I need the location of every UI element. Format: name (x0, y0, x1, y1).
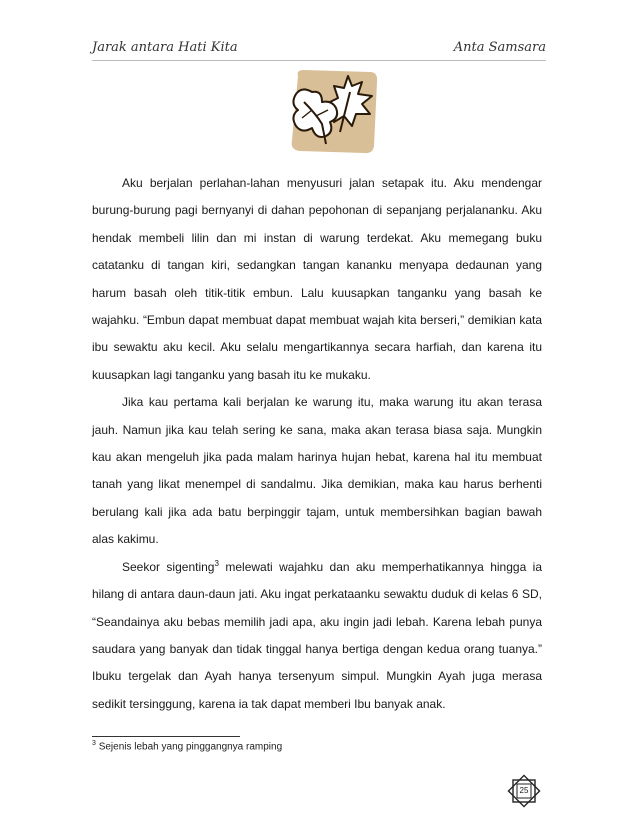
page-number: 25 (519, 786, 529, 795)
running-header (92, 40, 546, 60)
footnote-reference[interactable]: 3 (214, 558, 219, 568)
autumn-leaves-icon (282, 66, 382, 156)
footnote-number: 3 (92, 740, 96, 747)
book-title: Jarak antara Hati Kita (92, 40, 238, 55)
paragraph-3 (92, 554, 542, 718)
footnote-divider (92, 736, 240, 737)
paragraph-2: Jika kau pertama kali berjalan ke warung itu, maka warung itu akan terasa jauh. Namun jika kau telah sering ke sana, maka akan terasa biasa saja. Mungkin kau akan mengeluh jika pada malam harinya hujan hebat, karena hal itu membuat tanah yang likat menempel di sandalmu. Jika demikian, maka kau harus berhenti berulang kali jika ada batu berpinggir tajam, untuk membersihkan bagian bawah alas kakimu. (92, 395, 542, 547)
paragraph-1: Aku berjalan perlahan-lahan menyusuri jalan setapak itu. Aku mendengar burung-burung pagi bernyanyi di dahan pepohonan di sepanjang perjalananku. Aku hendak membeli lilin dan mi instan di warung terdekat. Aku memegang buku catatanku di tangan kiri, sedangkan tangan kananku menyapa dedaunan yang harum basah oleh titik-titik embun. Lalu kuusapkan tanganku yang basah ke wajahku. “Embun dapat membuat dapat membuat wajah kita berseri,” demikian kata ibu sewaktu aku kecil. Aku selalu mengartikannya secara harfiah, dan karena itu kuusapkan lagi tanganku yang basah itu ke mukaku. (92, 176, 542, 382)
footnote (92, 740, 282, 752)
header-divider (92, 60, 546, 61)
author-name: Anta Samsara (453, 40, 546, 55)
paragraph-3-start: Seekor sigenting (122, 559, 215, 574)
chapter-body (92, 170, 542, 718)
paragraph-3-rest: melewati wajahku dan aku memperhatikannya hingga ia hilang di antara daun-daun jati. Aku ingat perkataanku sewaktu duduk di kelas 6 SD, “Seandainya aku bebas memilih jadi apa, aku ingin jadi lebah. Karena lebah punya saudara yang banyak dan tidak tinggal hanya bertiga dengan kedua orang tuanya.” Ibuku tergelak dan Ayah hanya tersenyum simpul. Mungkin Ayah juga merasa sedikit tersinggung, karena ia tak dapat memberi Ibu banyak anak. (92, 559, 543, 711)
footnote-text: Sejenis lebah yang pinggangnya ramping (98, 741, 283, 753)
